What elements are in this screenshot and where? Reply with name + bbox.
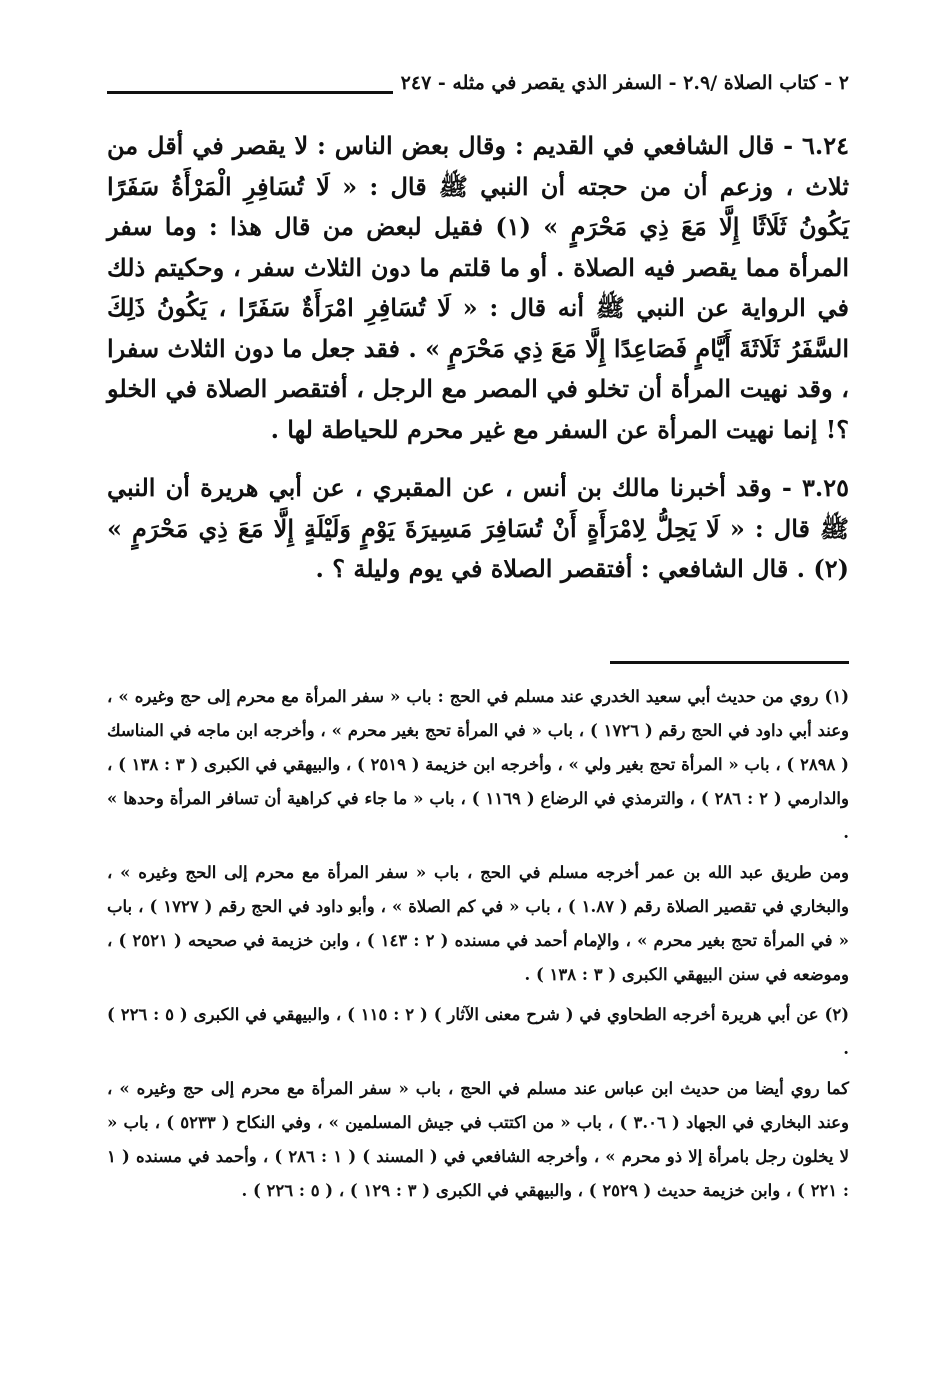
header-rule [107,91,393,94]
footnote-separator [610,661,849,664]
footnote-1: (١) روي من حديث أبي سعيد الخدري عند مسلم في الحج : باب « سفر المرأة مع محرم إلى حج وغيره » ، وعند أبي داود في الحج رقم ( ١٧٢٦ ) ، باب « في المرأة تحج بغير محرم » ، وأخرجه ابن ماجه في المناسك ( ٢٨٩٨ ) ، باب « المرأة تحج بغير ولي » ، وأخرجه ابن خزيمة ( ٢٥١٩ ) ، والبيهقي في الكبرى ( ٣ : ١٣٨ ) ، والدارمي ( ٢ : ٢٨٦ ) ، والترمذي في الرضاع ( ١١٦٩ ) ، باب « ما جاء في كراهية أن تسافر المرأة وحدها » . [107,687,850,842]
paragraph-24: ٦.٢٤ - قال الشافعي في القديم : وقال بعض الناس : لا يقصر في أقل من ثلاث ، وزعم أن من حجته أن النبي ﷺ قال : « لَا تُسَافِرِ الْمَرْأَةُ سَفَرًا يَكُونُ ثَلَاثًا إِلَّا مَعَ ذِي مَحْرَمٍ » (١) فقيل لبعض من قال هذا : وما سفر المرأة مما يقصر فيه الصلاة . أو ما قلتم ما دون الثلاث سفر ، وحكيتم ذلك في الرواية عن النبي ﷺ أنه قال : « لَا تُسَافِرِ امْرَأَةٌ سَفَرًا ، يَكُونُ ذَلِكَ السَّفَرُ ثَلَاثَةَ أَيَّامٍ فَصَاعِدًا إِلَّا مَعَ ذِي مَحْرَمٍ » . فقد جعل ما دون الثلاث سفرا ، وقد نهيت المرأة أن تخلو في المصر مع الرجل ، أفتقصر الصلاة في الخلو ؟! إنما نهيت المرأة عن السفر مع غير محرم للحياطة لها . [107,131,850,444]
footnote-2-continued: كما روي أيضا من حديث ابن عباس عند مسلم في الحج ، باب « سفر المرأة مع محرم إلى حج وغيره » ، وعند البخاري في الجهاد ( ٣.٠٦ ) ، باب « من اكتتب في جيش المسلمين » ، وفي النكاح ( ٥٢٣٣ ) ، باب « لا يخلون رجل بامرأة إلا ذو محرم » ، وأخرجه الشافعي في ( المسند ) ( ١ : ٢٨٦ ) ، وأحمد في مسنده ( ١ : ٢٢١ ) ، وابن خزيمة حديث ( ٢٥٢٩ ) ، والبيهقي في الكبرى ( ٣ : ١٢٩ ) ، ( ٥ : ٢٢٦ ) . [107,1079,850,1200]
footnote-2: (٢) عن أبي هريرة أخرجه الطحاوي في ( شرح معنى الآثار ) ( ٢ : ١١٥ ) ، والبيهقي في الكبرى ( ٥ : ٢٢٦ ) . [107,1005,849,1058]
footnotes [107,680,849,1208]
paragraph-25: ٣.٢٥ - وقد أخبرنا مالك بن أنس ، عن المقبري ، عن أبي هريرة أن النبي ﷺ قال : « لَا يَحِلُّ لِامْرَأَةٍ أَنْ تُسَافِرَ مَسِيرَةَ يَوْمٍ وَلَيْلَةٍ إِلَّا مَعَ ذِي مَحْرَمٍ » (٢) . قال الشافعي : أفتقصر الصلاة في يوم وليلة ؟ . [107,473,849,583]
running-header [107,70,849,100]
main-text [107,126,849,590]
running-header-text: ٢ - كتاب الصلاة /٢.٩ - السفر الذي يقصر في مثله - ٢٤٧ [400,72,849,94]
footnote-1-continued: ومن طريق عبد الله بن عمر أخرجه مسلم في الحج ، باب « سفر المرأة مع محرم إلى الحج وغيره » ، والبخاري في تقصير الصلاة رقم ( ١.٨٧ ) ، باب « في كم الصلاة » ، وأبو داود في الحج رقم ( ١٧٢٧ ) ، باب « في المرأة تحج بغير محرم » ، والإمام أحمد في مسنده ( ٢ : ١٤٣ ) ، وابن خزيمة في صحيحه ( ٢٥٢١ ) ، وموضعه في سنن البيهقي الكبرى ( ٣ : ١٣٨ ) . [107,863,849,984]
